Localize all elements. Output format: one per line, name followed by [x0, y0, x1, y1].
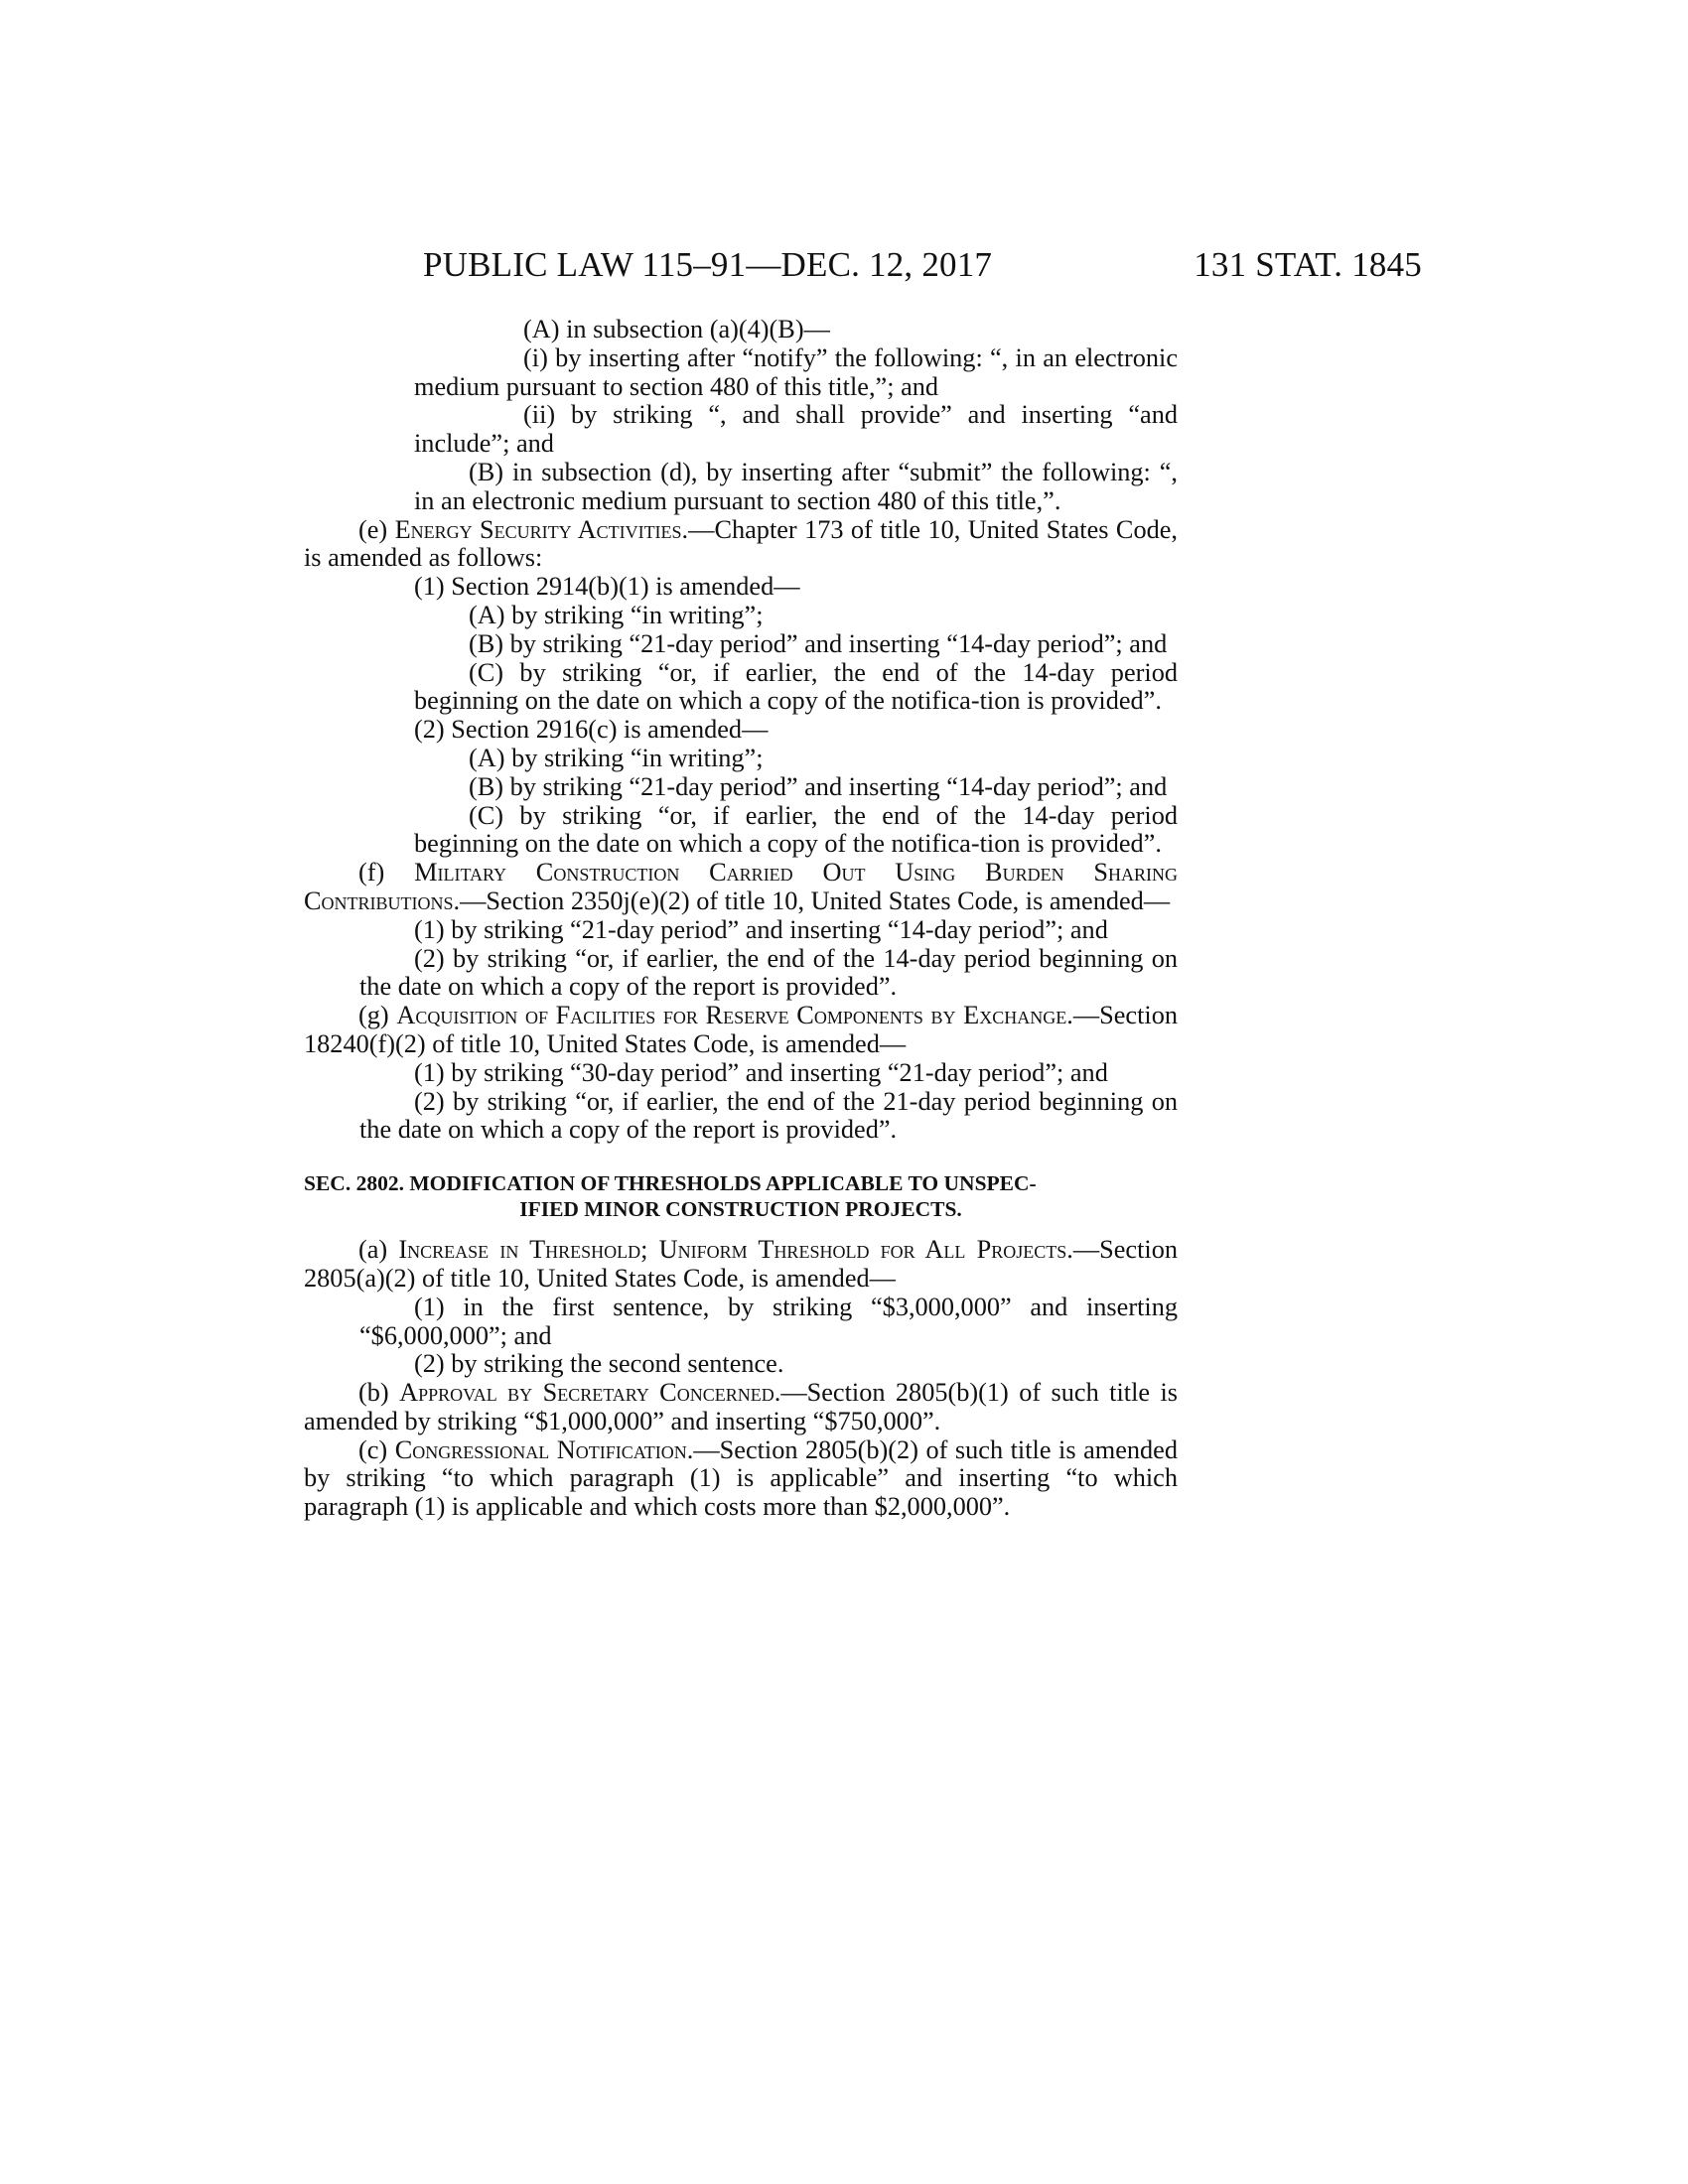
paragraph-b-subsection-d	[304, 459, 1178, 516]
paragraph-e2-text: (2) Section 2916(c) is amended—	[414, 715, 769, 745]
paragraph-e2-a	[304, 745, 1178, 773]
paragraph-f2-text: (2) by striking “or, if earlier, the end of the 14-day period beginning on the date on which a copy of the report is provided”.	[359, 943, 1178, 1002]
subsection-2802-c-lead: (c)	[358, 1434, 395, 1464]
section-heading	[304, 1170, 1178, 1222]
subsection-2802-b-caption: Approval by Secretary Concerned.	[399, 1378, 781, 1408]
subsection-e-caption: Energy Security Activities.	[394, 514, 689, 544]
paragraph-2802-a1	[304, 1294, 1178, 1351]
subsection-f-text: —Section 2350j(e)(2) of title 10, United States Code, is amended—	[460, 886, 1171, 915]
statute-reference: 131 STAT. 1845	[1194, 245, 1422, 284]
subsection-f	[304, 859, 1178, 916]
paragraph-e1-c	[304, 659, 1178, 717]
paragraph-e1-a-text: (A) by striking “in writing”;	[469, 600, 764, 629]
law-title: PUBLIC LAW 115–91—DEC. 12, 2017	[423, 245, 993, 284]
clause-i-text: (i) by inserting after “notify” the following: “, in an electronic medium pursuant to section 480 of this title,”; and	[414, 342, 1178, 401]
paragraph-e2-b-text: (B) by striking “21-day period” and inserting “14-day period”; and	[469, 771, 1168, 801]
paragraph-e2-a-text: (A) by striking “in writing”;	[469, 743, 764, 772]
clause-ii	[304, 401, 1178, 459]
subsection-g-lead: (g)	[358, 1001, 397, 1030]
paragraph-f2	[304, 945, 1178, 1003]
paragraph-e2-c-text: (C) by striking “or, if earlier, the end of the 14-day period beginning on the date on which a copy of the notifica-tion is provided”.	[414, 800, 1178, 859]
paragraph-e2	[304, 716, 1178, 745]
subsection-f-caption: Military Construction Carried Out Using Burden Sharing Contributions.	[304, 858, 1178, 915]
subsection-2802-a-caption: Increase in Threshold; Uniform Threshold for All Projects.	[398, 1235, 1073, 1265]
subsection-2802-c-text: —Section 2805(b)(2) of such title is amended by striking “to which paragraph (1) is applicable” and inserting “to which paragraph (1) is applicable and which costs more than $2,000,000”.	[304, 1434, 1179, 1522]
paragraph-e2-b	[304, 773, 1178, 802]
paragraph-g2-text: (2) by striking “or, if earlier, the end of the 21-day period beginning on the date on which a copy of the report is provided”.	[359, 1086, 1178, 1145]
paragraph-2802-a1-text: (1) in the first sentence, by striking “$3,000,000” and inserting “$6,000,000”; and	[359, 1292, 1178, 1350]
paragraph-e1-c-text: (C) by striking “or, if earlier, the end of the 14-day period beginning on the date on which a copy of the notifica-tion is provided”.	[414, 657, 1178, 716]
paragraph-e1	[304, 573, 1178, 602]
subsection-2802-a	[304, 1236, 1178, 1294]
paragraph-e1-b-text: (B) by striking “21-day period” and inserting “14-day period”; and	[469, 628, 1168, 658]
subsection-e-text: —Chapter 173 of title 10, United States Code, is amended as follows:	[304, 514, 1178, 573]
paragraph-2802-a2-text: (2) by striking the second sentence.	[414, 1349, 784, 1379]
section-heading-line1: SEC. 2802. MODIFICATION OF THRESHOLDS APPLICABLE TO UNSPEC-	[304, 1171, 1037, 1196]
clause-ii-text: (ii) by striking “, and shall provide” and inserting “and include”; and	[414, 400, 1178, 459]
subsection-2802-a-lead: (a)	[358, 1235, 399, 1265]
paragraph-f1	[304, 916, 1178, 945]
subsection-2802-c	[304, 1436, 1178, 1522]
subsection-2802-b-text: —Section 2805(b)(1) of such title is amended by striking “$1,000,000” and inserting “$750,000”.	[304, 1378, 1178, 1435]
subsection-2802-a-text: —Section 2805(a)(2) of title 10, United States Code, is amended—	[304, 1235, 1178, 1293]
paragraph-b-text: (B) in subsection (d), by inserting after “submit” the following: “, in an electronic medium pursuant to section 480 of this title,”.	[414, 457, 1178, 515]
subsection-g	[304, 1002, 1178, 1059]
paragraph-a-subsection: (A) in subsection (a)(4)(B)—	[523, 315, 830, 343]
subsection-g-text: —Section 18240(f)(2) of title 10, United States Code, is amended—	[304, 1001, 1178, 1058]
subsection-e	[304, 516, 1178, 574]
paragraph-g1-text: (1) by striking “30-day period” and inserting “21-day period”; and	[414, 1057, 1108, 1087]
section-heading-line2: IFIED MINOR CONSTRUCTION PROJECTS.	[519, 1197, 962, 1222]
paragraph-e2-c	[304, 802, 1178, 860]
paragraph-e1-text: (1) Section 2914(b)(1) is amended—	[414, 572, 800, 602]
clause-i	[304, 344, 1178, 402]
subsection-2802-b-lead: (b)	[358, 1378, 400, 1408]
body-text	[304, 316, 1178, 1522]
subsection-2802-c-caption: Congressional Notification.	[394, 1434, 694, 1464]
paragraph-e1-a	[304, 602, 1178, 630]
subsection-e-lead: (e)	[358, 514, 395, 544]
paragraph-f1-text: (1) by striking “21-day period” and inserting “14-day period”; and	[414, 914, 1108, 944]
paragraph-e1-b	[304, 630, 1178, 659]
paragraph-g2	[304, 1088, 1178, 1146]
subsection-2802-b	[304, 1379, 1178, 1436]
subsection-g-caption: Acquisition of Facilities for Reserve Components by Exchange.	[396, 1001, 1073, 1030]
paragraph-g1	[304, 1059, 1178, 1088]
subsection-f-lead: (f)	[358, 858, 415, 887]
paragraph-2802-a2	[304, 1350, 1178, 1379]
